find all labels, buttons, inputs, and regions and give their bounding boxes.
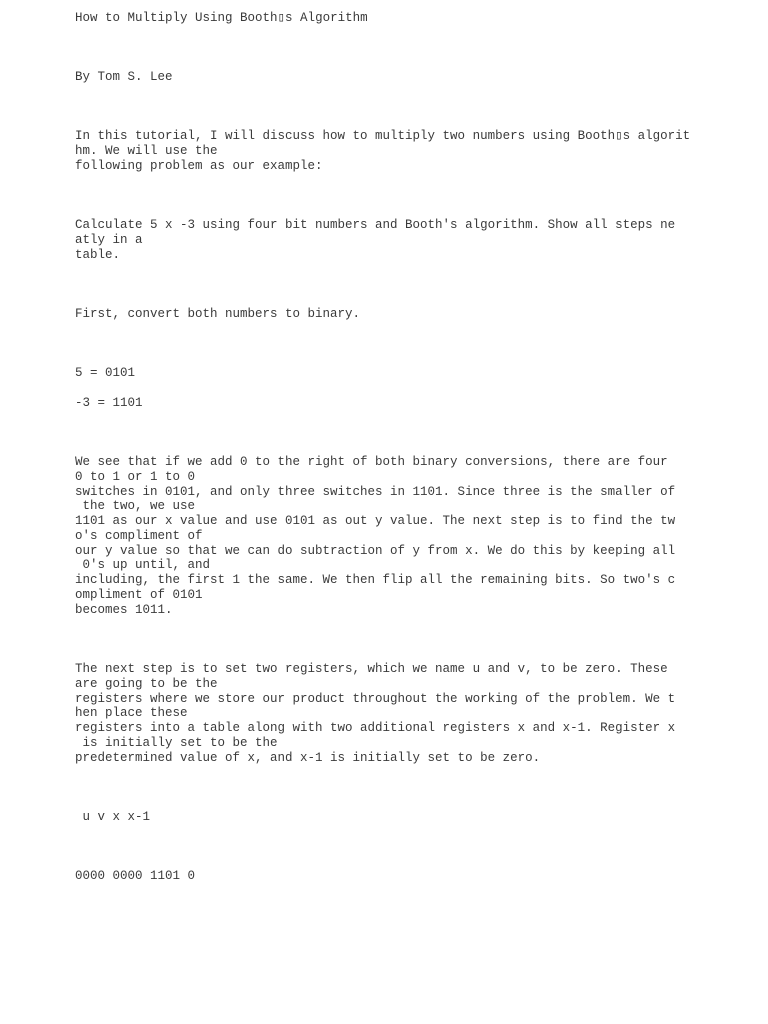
analysis-line: o's compliment of (75, 528, 203, 543)
intro-paragraph (75, 129, 715, 173)
analysis-line: including, the first 1 the same. We then flip all the remaining bits. So two's c (75, 573, 676, 588)
register-table-header: u v x x-1 (75, 810, 151, 825)
problem-paragraph (75, 218, 715, 262)
document-body (75, 11, 715, 884)
registers-paragraph (75, 662, 715, 766)
intro-line: In this tutorial, I will discuss how to multiply two numbers using Booth▯s algorit (75, 129, 691, 144)
registers-line: registers where we store our product throughout the working of the problem. We t (75, 691, 676, 706)
binary-negative-three: -3 = 1101 (75, 395, 143, 410)
problem-line: table. (75, 247, 121, 262)
problem-line: atly in a (75, 232, 143, 247)
registers-line: The next step is to set two registers, which we name u and v, to be zero. These (75, 662, 668, 677)
intro-line: following problem as our example: (75, 158, 323, 173)
registers-line: predetermined value of x, and x-1 is initially set to be zero. (75, 750, 541, 765)
analysis-line: 0's up until, and (75, 558, 211, 573)
analysis-line: 0 to 1 or 1 to 0 (75, 469, 196, 484)
registers-line: registers into a table along with two additional registers x and x-1. Register x (75, 721, 676, 736)
analysis-line: becomes 1011. (75, 602, 173, 617)
registers-line: is initially set to be the (75, 736, 278, 751)
registers-line: hen place these (75, 706, 188, 721)
register-table-row: 0000 0000 1101 0 (75, 869, 196, 884)
analysis-line: ompliment of 0101 (75, 588, 203, 603)
binary-five: 5 = 0101 (75, 366, 136, 381)
convert-step: First, convert both numbers to binary. (75, 306, 361, 321)
analysis-line: 1101 as our x value and use 0101 as out y value. The next step is to find the tw (75, 514, 676, 529)
author-line: By Tom S. Lee (75, 70, 173, 85)
problem-line: Calculate 5 x -3 using four bit numbers and Booth's algorithm. Show all steps ne (75, 218, 676, 233)
analysis-line: switches in 0101, and only three switches in 1101. Since three is the smaller of (75, 484, 676, 499)
analysis-line: our y value so that we can do subtraction of y from x. We do this by keeping all (75, 543, 676, 558)
intro-line: hm. We will use the (75, 144, 218, 159)
analysis-line: the two, we use (75, 499, 196, 514)
registers-line: are going to be the (75, 676, 218, 691)
document-title: How to Multiply Using Booth▯s Algorithm (75, 11, 368, 25)
analysis-paragraph (75, 455, 715, 618)
analysis-line: We see that if we add 0 to the right of both binary conversions, there are four (75, 454, 668, 469)
